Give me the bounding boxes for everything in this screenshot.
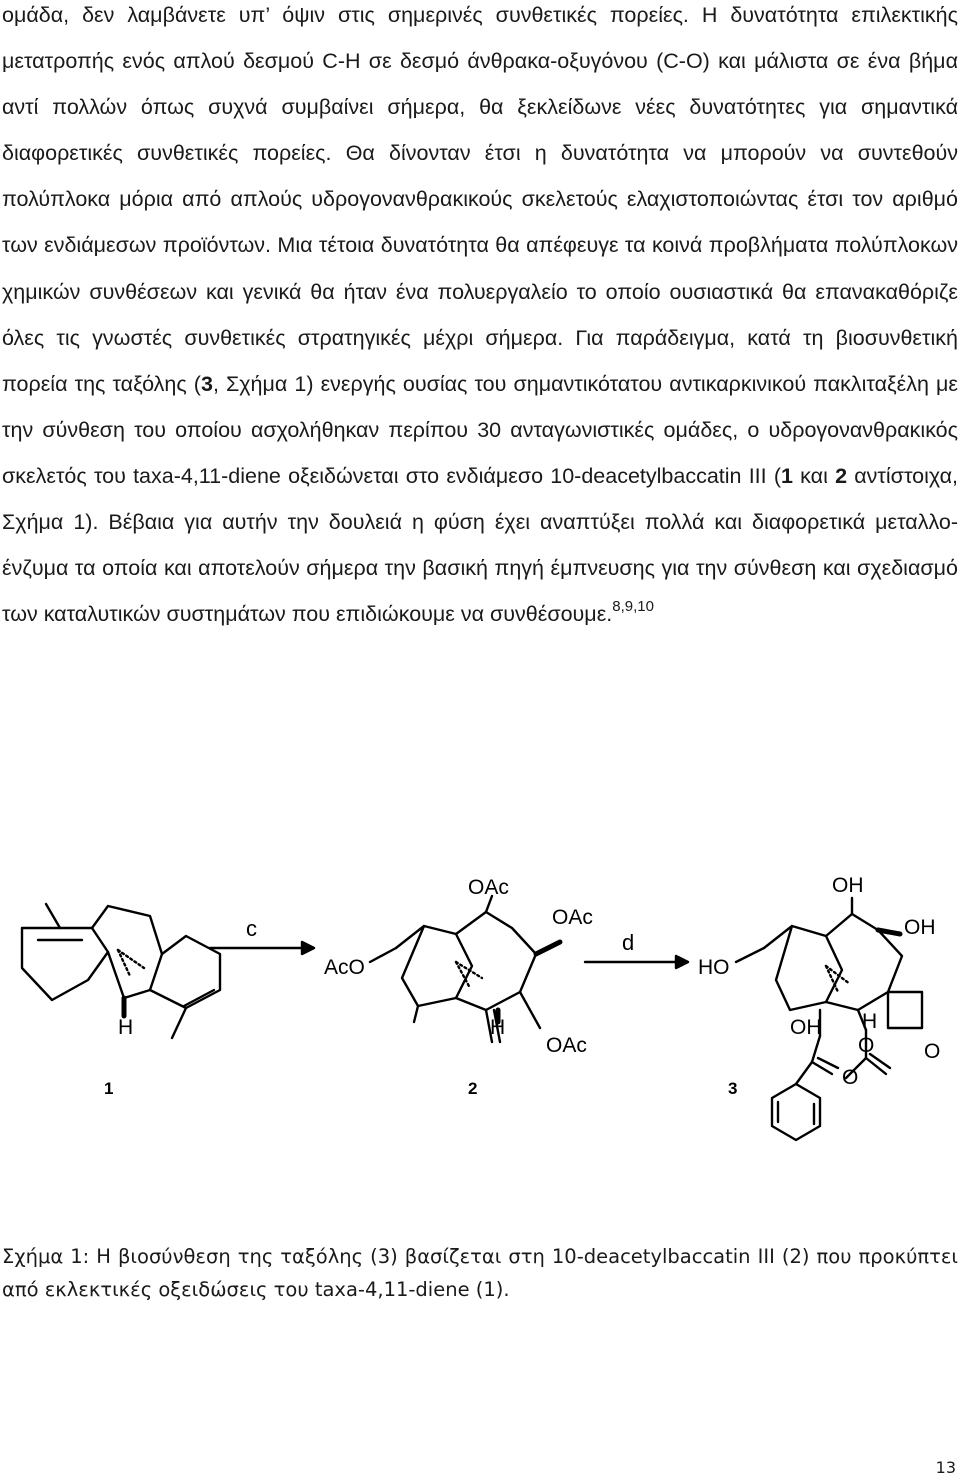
- arrow-c-head: [302, 942, 314, 954]
- arrow-label-d: d: [622, 930, 635, 955]
- label-h-compound-2: H: [490, 1016, 506, 1039]
- compound-ref-2: 2: [835, 463, 848, 488]
- label-h-compound-1: H: [118, 1016, 134, 1039]
- label-o-ester-acetyl: O: [858, 1034, 875, 1057]
- label-oh-right: OH: [904, 916, 936, 939]
- figure-caption: Σχήμα 1: Η βιοσύνθεση της ταξόλης (3) βασίζεται στη 10-deacetylbaccatin III (2) που προκύπτει από εκλεκτικές οξειδώσεις του taxa-4,11-diene (1).: [2, 1245, 958, 1301]
- label-h-compound-3: H: [862, 1010, 878, 1033]
- compound-number-1: 1: [104, 1079, 114, 1098]
- citation-superscript: 8,9,10: [612, 598, 654, 616]
- compound-ref-3: 3: [200, 371, 213, 396]
- label-oh-top: OH: [832, 874, 864, 897]
- structure-compound-2: [370, 896, 560, 1042]
- label-o-ester-benzoyl: O: [842, 1066, 859, 1089]
- paragraph-text-4: αντίστοιχα, Σχήμα 1). Βέβαια για αυτήν την δουλειά η φύση έχει αναπτύξει πολλά και διαφορετικά μεταλλο-ένζυμα τα οποία και αποτελούν σήμερα την βασική πηγή έμπνευσης για την σύνθεση και σχεδιασμό των καταλυτικών συστημάτων που επιδιώκουμε να συνθέσουμε.: [2, 463, 958, 627]
- label-oh-bottom: OH: [790, 1016, 822, 1039]
- paragraph-text-1: ομάδα, δεν λαμβάνετε υπ’ όψιν στις σημερινές συνθετικές πορείες. Η δυνατότητα επιλεκτικής μετατροπής ενός απλού δεσμού C-H σε δεσμό άνθρακα-οξυγόνου (C-O) και μάλιστα σε ένα βήμα αντί πολλών όπως συχνά συμβαίνει σήμερα, θα ξεκλείδωνε νέες δυνατότητες για σημαντικά διαφορετικές συνθετικές πορείες. Θα δίνονταν έτσι η δυνατότητα να μπορούν να συντεθούν πολύπλοκα μόρια από απλούς υδρογονανθρακικούς σκελετούς ελαχιστοποιώντας έτσι τον αριθμό των ενδιάμεσων προϊόντων. Μια τέτοια δυνατότητα θα απέφευγε τα κοινά προβλήματα πολύπλοκων χημικών συνθέσεων και γενικά θα ήταν ένα πολυεργαλείο το οποίο ουσιαστικά θα επανακαθόριζε όλες τις γνωστές συνθετικές στρατηγικές μέχρι σήμερα. Για παράδειγμα, κατά τη βιοσυνθετική πορεία της ταξόλης (: [2, 3, 958, 396]
- compound-number-3: 3: [728, 1079, 738, 1098]
- figure-taxol-biosynthesis: [0, 862, 960, 1242]
- label-oac-right: OAc: [552, 906, 593, 929]
- page-number: 13: [935, 1458, 956, 1477]
- body-paragraph: [2, 0, 958, 637]
- reaction-scheme: [0, 862, 960, 1242]
- label-ho-left: HO: [698, 956, 730, 979]
- paragraph-text-2: , Σχήμα 1) ενεργής ουσίας του σημαντικότατου αντικαρκινικού πακλιταξέλη με την σύνθεση του οποίου ασχολήθηκαν περίπου 30 ανταγωνιστικές ομάδες, ο υδρογονανθρακικός σκελετός του taxa-4,11-diene οξειδώνεται στο ενδιάμεσο 10-deacetylbaccatin III (: [2, 371, 958, 488]
- compound-number-2: 2: [468, 1079, 478, 1098]
- arrow-d-head: [676, 956, 688, 968]
- label-aco-left: AcO: [324, 956, 365, 979]
- label-oac-top: OAc: [468, 876, 509, 899]
- structure-compound-3: [736, 898, 922, 1140]
- label-o-oxetane: O: [924, 1040, 941, 1063]
- compound-ref-1: 1: [780, 463, 793, 488]
- paragraph-text-3: και: [792, 463, 836, 488]
- label-oac-bottom: OAc: [546, 1034, 587, 1057]
- arrow-label-c: c: [246, 916, 257, 941]
